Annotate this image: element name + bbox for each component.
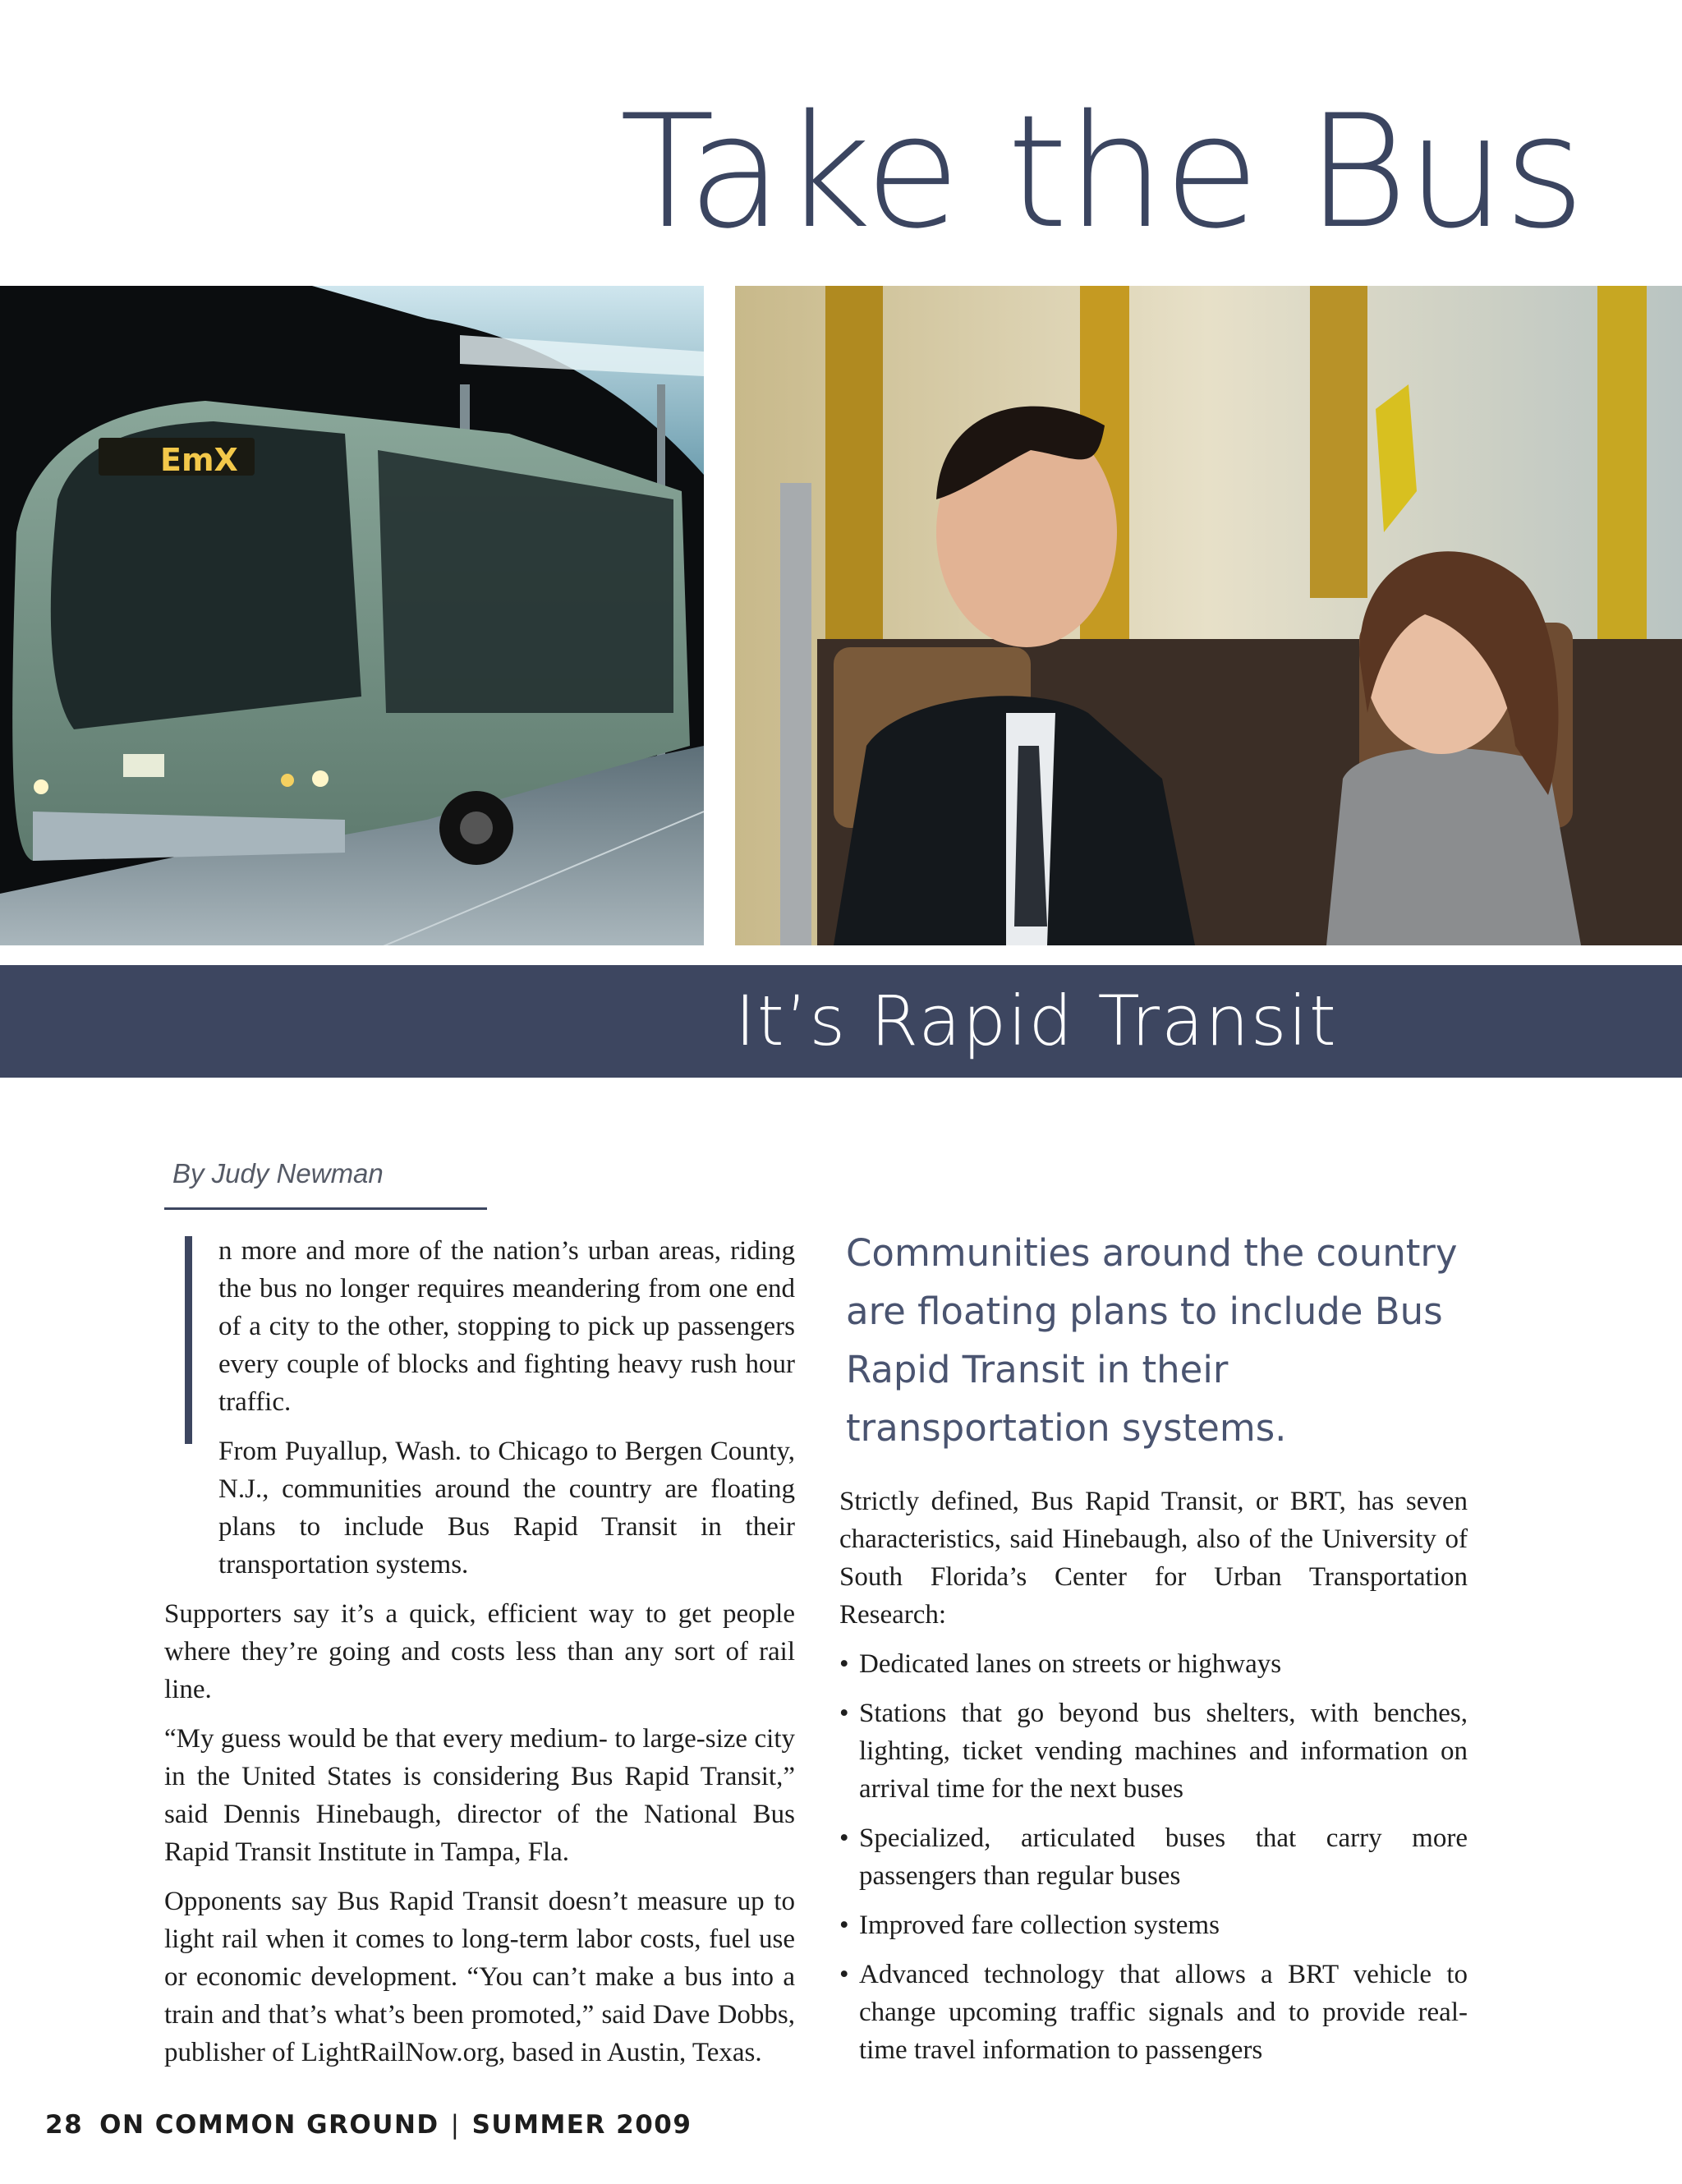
body-paragraph: From Puyallup, Wash. to Chicago to Bergen County, N.J., communities around the country are floating plans to include Bus Rapid Transit in their transportation systems. (218, 1437, 795, 1579)
bus-destination-sign: EmX (160, 442, 238, 478)
bus-passengers-illustration (735, 286, 1682, 945)
brt-characteristics-list (839, 1645, 1468, 2069)
article-title: Take the Bus (619, 81, 1583, 263)
bus-passengers-photo (735, 286, 1682, 945)
issue-date: SUMMER 2009 (471, 2110, 692, 2140)
page-number: 28 (45, 2110, 84, 2140)
list-item: • Stations that go beyond bus shelters, with benches, lighting, ticket vending machines and information on arrival time for the next buses (839, 1694, 1468, 1808)
body-paragraph: “My guess would be that every medium- to large-size city in the United States is considering Bus Rapid Transit,” said Dennis Hinebaugh, director of the National Bus Rapid Transit Institute in Tampa, Fla. (164, 1724, 795, 1867)
bus-station-photo (0, 286, 704, 945)
list-item: • Dedicated lanes on streets or highways (839, 1645, 1468, 1683)
list-item: • Improved fare collection systems (839, 1906, 1468, 1944)
list-item: • Specialized, articulated buses that carry more passengers than regular buses (839, 1819, 1468, 1895)
page-footer (45, 2110, 692, 2140)
left-column (164, 1232, 795, 2083)
body-paragraph: Supporters say it’s a quick, efficient way to get people where they’re going and costs less than any sort of rail line. (164, 1599, 795, 1704)
intro-paragraph: n more and more of the nation’s urban areas, riding the bus no longer requires meandering from one end of a city to the other, stopping to pick up passengers every couple of blocks and fighting heavy rush hour traffic. (218, 1236, 795, 1417)
right-column (839, 1483, 1468, 2081)
subtitle-band (0, 965, 1682, 1078)
pull-quote: Communities around the country are floating plans to include Bus Rapid Transit in their transportation systems. (846, 1231, 1458, 1450)
footer-separator: | (450, 2110, 461, 2140)
byline: By Judy Newman (172, 1158, 384, 1189)
body-paragraph: Strictly defined, Bus Rapid Transit, or BRT, has seven characteristics, said Hinebaugh, also of the University of South Florida’s Center for Urban Transportation Research: (839, 1487, 1468, 1630)
body-paragraph: Opponents say Bus Rapid Transit doesn’t measure up to light rail when it comes to long-term labor costs, fuel use or economic development. “You can’t make a bus into a train and that’s what’s been promoted,” said Dave Dobbs, publisher of LightRailNow.org, based in Austin, Texas. (164, 1887, 795, 2067)
byline-rule (164, 1207, 487, 1210)
list-item: • Advanced technology that allows a BRT vehicle to change upcoming traffic signals and to provide real-time travel information to passengers (839, 1956, 1468, 2069)
publication-name: ON COMMON GROUND (99, 2110, 439, 2140)
article-subtitle: It’s Rapid Transit (735, 981, 1338, 1061)
bus-station-illustration (0, 286, 704, 945)
